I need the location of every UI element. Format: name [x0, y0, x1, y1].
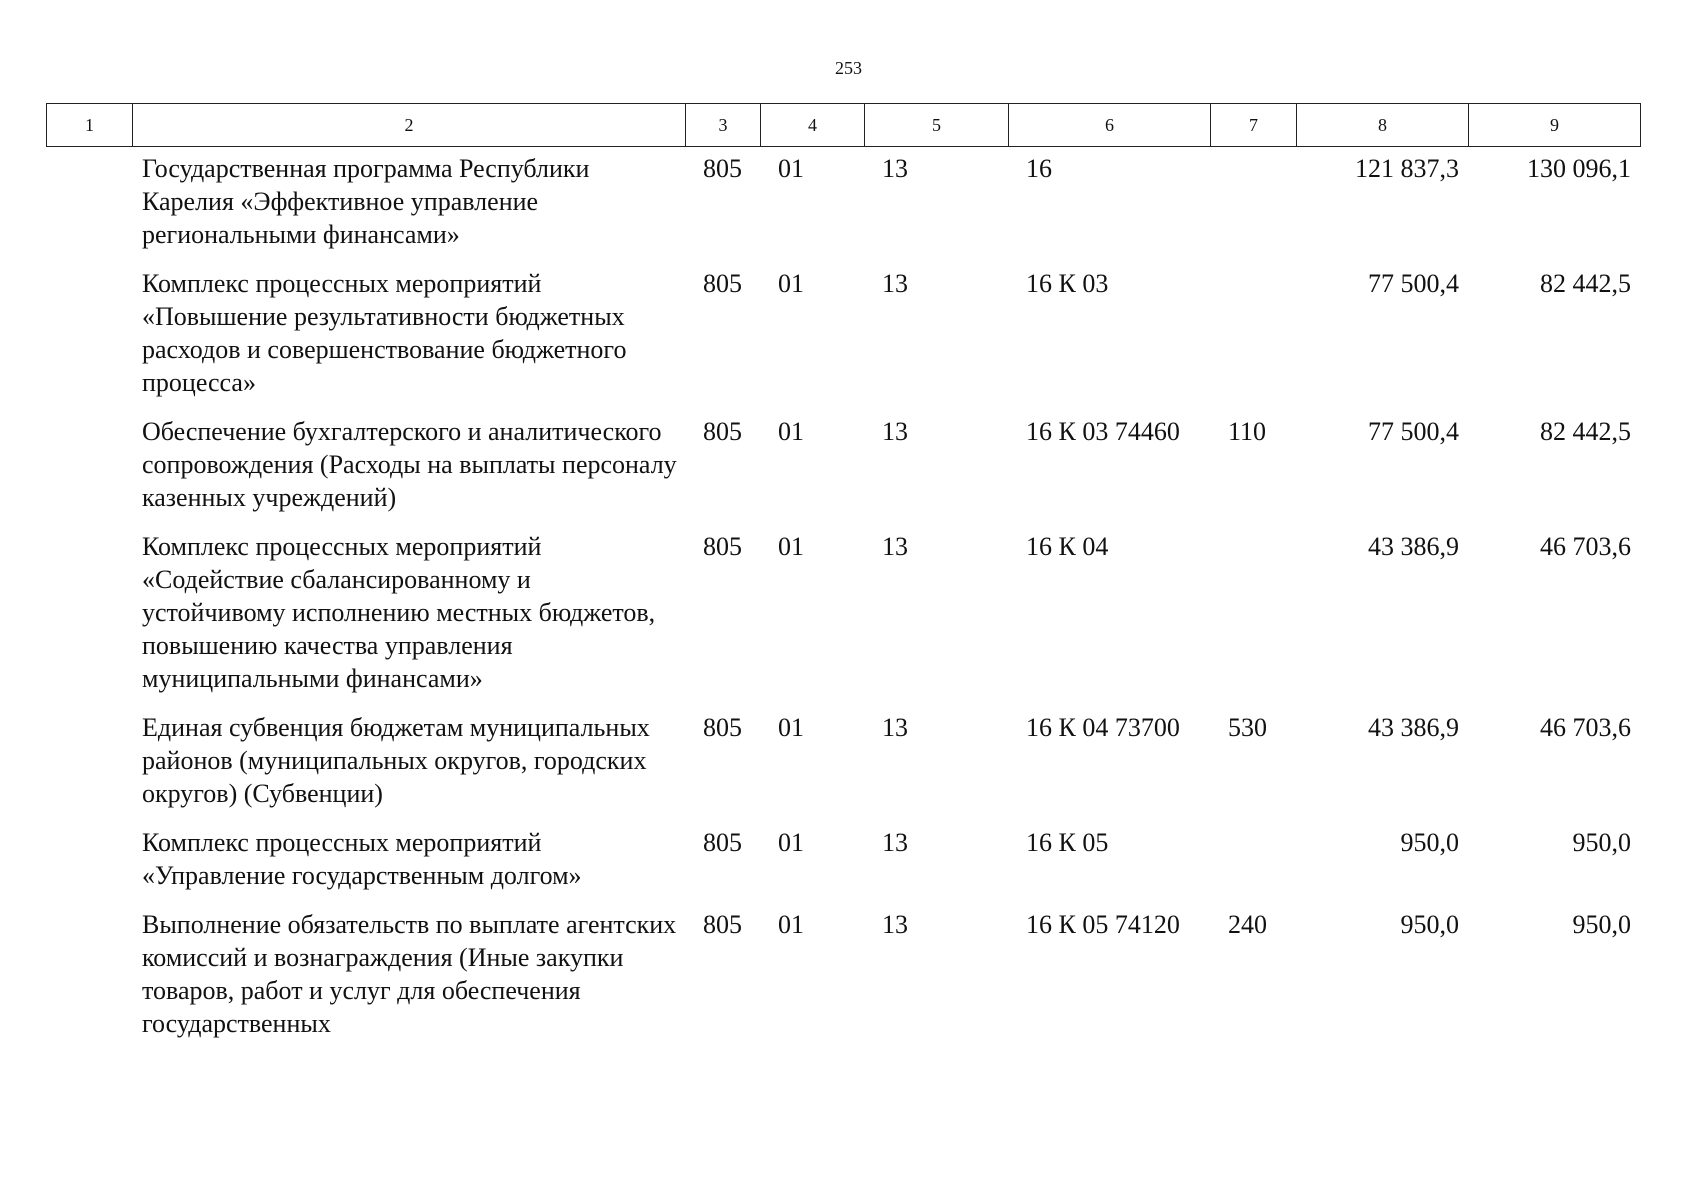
- section-code: 01: [778, 417, 804, 446]
- admin-code: 805: [703, 713, 742, 742]
- target-article-code: 16: [1026, 154, 1052, 183]
- item-name: Единая субвенция бюджетам муниципальных районов (муниципальных округов, городских округов) (Субвенции): [142, 713, 650, 808]
- header-cell: 5: [865, 104, 1009, 147]
- item-name: Государственная программа Республики Карелия «Эффективное управление региональными финансами»: [142, 154, 590, 249]
- amount-col9: 130 096,1: [1527, 154, 1631, 183]
- table-row: [46, 826, 1640, 908]
- admin-code: 805: [703, 154, 742, 183]
- target-article-code: 16 К 03 74460: [1026, 417, 1180, 446]
- expense-type-code: 110: [1228, 417, 1267, 446]
- amount-col8: 77 500,4: [1368, 417, 1459, 446]
- header-cell: 1: [47, 104, 133, 147]
- target-article-code: 16 К 04 73700: [1026, 713, 1180, 742]
- table-row: [46, 152, 1640, 267]
- header-cell: 8: [1297, 104, 1469, 147]
- expense-type-code: [1210, 530, 1296, 711]
- subsection-code: 13: [882, 713, 908, 742]
- amount-col9: 950,0: [1572, 828, 1631, 857]
- row-number-cell: [46, 826, 132, 908]
- section-code: 01: [778, 532, 804, 561]
- amount-col9: 82 442,5: [1540, 417, 1631, 446]
- amount-col9: 82 442,5: [1540, 269, 1631, 298]
- admin-code: 805: [703, 417, 742, 446]
- header-cell: 4: [761, 104, 865, 147]
- table-row: [46, 711, 1640, 826]
- item-name: Выполнение обязательств по выплате агентских комиссий и вознаграждения (Иные закупки товаров, работ и услуг для обеспечения государственных: [142, 910, 677, 1038]
- admin-code: 805: [703, 828, 742, 857]
- amount-col8: 121 837,3: [1355, 154, 1459, 183]
- subsection-code: 13: [882, 269, 908, 298]
- header-cell: 3: [686, 104, 761, 147]
- expense-type-code: 530: [1228, 713, 1267, 742]
- item-name: Обеспечение бухгалтерского и аналитического сопровождения (Расходы на выплаты персоналу казенных учреждений): [142, 417, 677, 512]
- target-article-code: 16 К 04: [1026, 532, 1109, 561]
- subsection-code: 13: [882, 910, 908, 939]
- row-number-cell: [46, 267, 132, 415]
- table-row: [46, 908, 1640, 1056]
- section-code: 01: [778, 154, 804, 183]
- header-cell: 9: [1469, 104, 1641, 147]
- expense-type-code: [1210, 267, 1296, 415]
- header-row: [47, 104, 1641, 147]
- amount-col8: 43 386,9: [1368, 713, 1459, 742]
- row-number-cell: [46, 908, 132, 1056]
- subsection-code: 13: [882, 828, 908, 857]
- subsection-code: 13: [882, 532, 908, 561]
- table-row: [46, 267, 1640, 415]
- expense-type-code: 240: [1228, 910, 1267, 939]
- expense-type-code: [1210, 826, 1296, 908]
- section-code: 01: [778, 713, 804, 742]
- column-number-header: [46, 103, 1641, 147]
- table-row: [46, 415, 1640, 530]
- admin-code: 805: [703, 910, 742, 939]
- amount-col8: 950,0: [1400, 828, 1459, 857]
- row-number-cell: [46, 530, 132, 711]
- target-article-code: 16 К 03: [1026, 269, 1109, 298]
- amount-col8: 43 386,9: [1368, 532, 1459, 561]
- amount-col9: 950,0: [1572, 910, 1631, 939]
- header-cell: 7: [1211, 104, 1297, 147]
- target-article-code: 16 К 05 74120: [1026, 910, 1180, 939]
- item-name: Комплекс процессных мероприятий «Управление государственным долгом»: [142, 828, 582, 890]
- admin-code: 805: [703, 532, 742, 561]
- item-name: Комплекс процессных мероприятий «Содействие сбалансированному и устойчивому исполнению местных бюджетов, повышению качества управления муниципальными финансами»: [142, 532, 656, 693]
- target-article-code: 16 К 05: [1026, 828, 1109, 857]
- table-row: [46, 530, 1640, 711]
- row-number-cell: [46, 415, 132, 530]
- row-number-cell: [46, 152, 132, 267]
- admin-code: 805: [703, 269, 742, 298]
- budget-table: [46, 152, 1640, 1056]
- subsection-code: 13: [882, 154, 908, 183]
- header-cell: 2: [133, 104, 686, 147]
- page-number: 253: [835, 58, 862, 78]
- table-body: [46, 152, 1640, 1056]
- header-cell: 6: [1009, 104, 1211, 147]
- subsection-code: 13: [882, 417, 908, 446]
- row-number-cell: [46, 711, 132, 826]
- expense-type-code: [1210, 152, 1296, 267]
- amount-col8: 77 500,4: [1368, 269, 1459, 298]
- amount-col9: 46 703,6: [1540, 713, 1631, 742]
- amount-col8: 950,0: [1400, 910, 1459, 939]
- amount-col9: 46 703,6: [1540, 532, 1631, 561]
- section-code: 01: [778, 269, 804, 298]
- section-code: 01: [778, 828, 804, 857]
- item-name: Комплекс процессных мероприятий «Повышение результативности бюджетных расходов и совершенствование бюджетного процесса»: [142, 269, 627, 397]
- section-code: 01: [778, 910, 804, 939]
